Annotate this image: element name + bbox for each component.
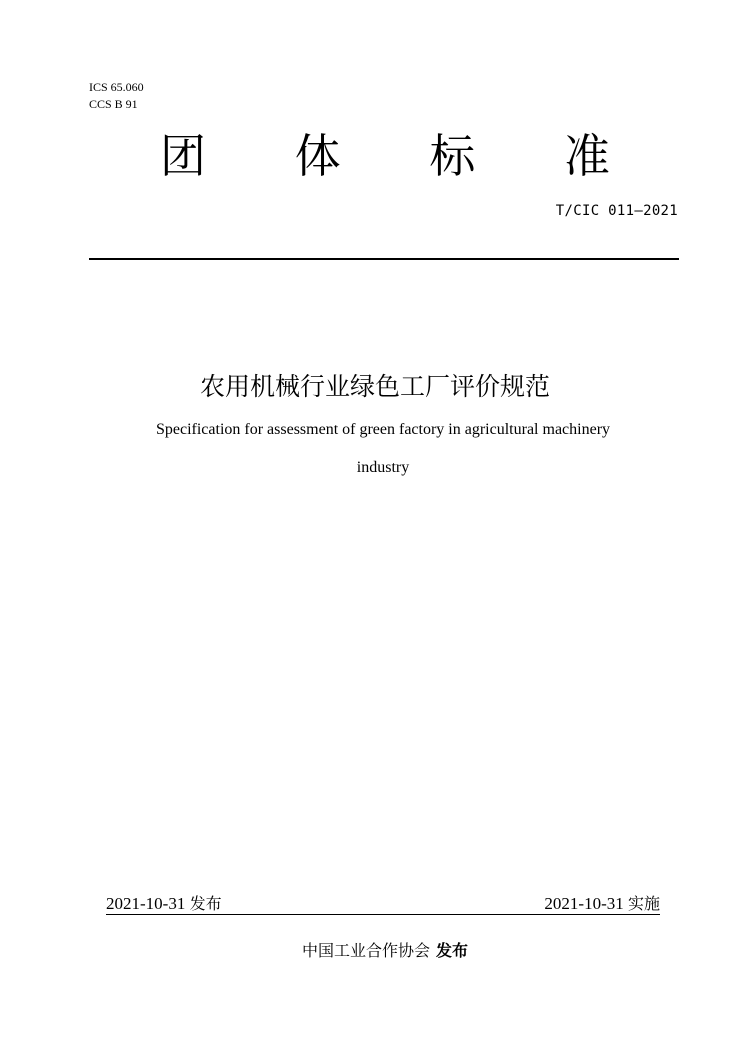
document-title-chinese: 农用机械行业绿色工厂评价规范 xyxy=(199,372,550,401)
publisher-action: 发布 xyxy=(436,941,469,960)
standard-number: T/CIC 011—2021 xyxy=(555,203,678,219)
standard-type-heading xyxy=(160,128,610,184)
standard-type-char: 团 xyxy=(160,129,206,183)
ccs-code: CCS B 91 xyxy=(89,97,138,111)
date-divider xyxy=(106,914,660,915)
document-title-english-line-2: industry xyxy=(356,459,410,476)
issue-date: 2021-10-31 xyxy=(106,894,186,913)
standard-type-char: 标 xyxy=(429,129,476,183)
header-divider xyxy=(89,258,679,260)
publisher-name: 中国工业合作协会 xyxy=(301,941,430,960)
implementation-label: 实施 xyxy=(627,894,660,913)
standard-type-char: 准 xyxy=(563,129,610,183)
implementation-date: 2021-10-31 xyxy=(544,894,624,913)
document-title-english-line-1: Specification for assessment of green factory in agricultural machinery xyxy=(155,421,611,438)
ics-code: ICS 65.060 xyxy=(89,80,144,94)
standard-type-char: 体 xyxy=(294,129,341,183)
issue-date-block xyxy=(106,893,222,915)
issue-label: 发布 xyxy=(189,894,222,913)
publisher-line xyxy=(0,940,750,962)
implementation-date-block xyxy=(544,893,660,915)
